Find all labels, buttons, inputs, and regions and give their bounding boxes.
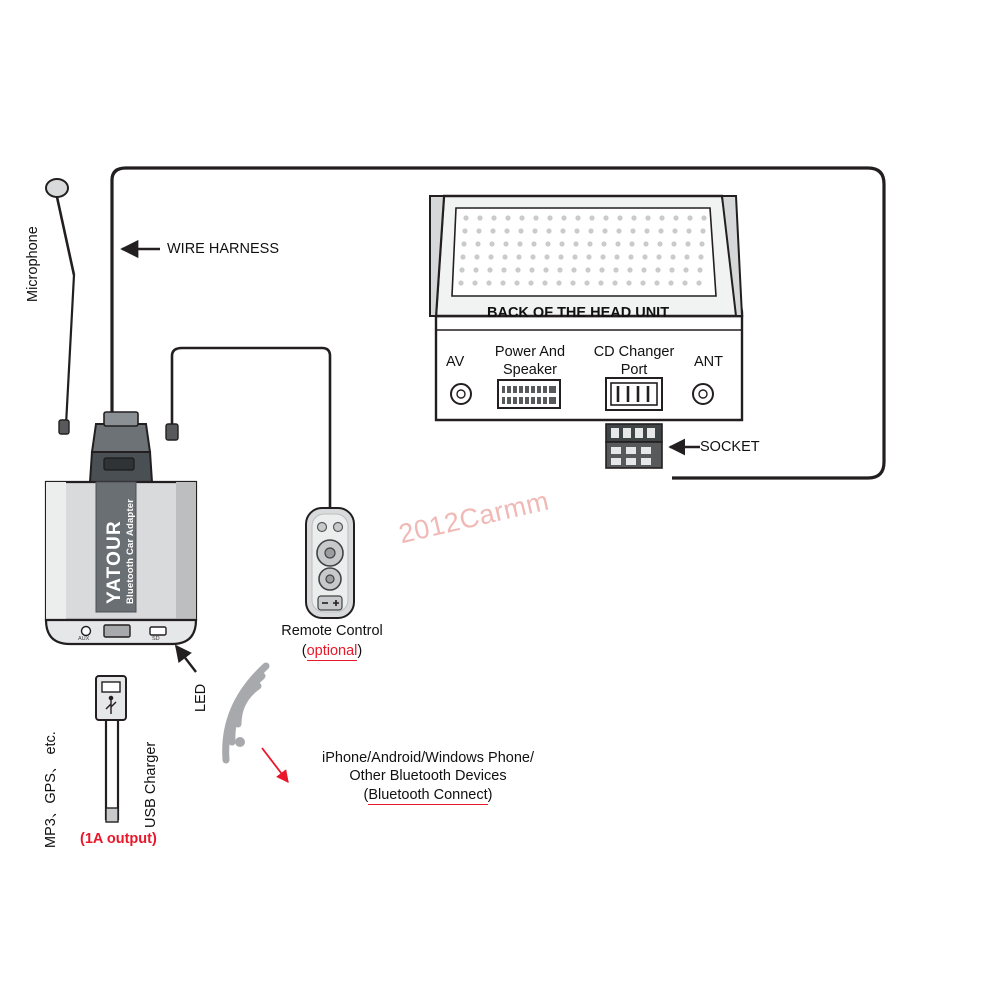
label-led: LED: [193, 683, 209, 712]
paren-close-remote: ): [357, 643, 363, 660]
device-subtitle-label: [125, 499, 136, 604]
port-label-av: AV: [446, 354, 465, 370]
label-audio-sources: MP3、GPS、 etc.: [43, 731, 59, 848]
microphone: [46, 179, 74, 434]
label-bluetooth-line1: iPhone/Android/Windows Phone/: [322, 750, 534, 766]
watermark-text: 2012Carmm: [396, 485, 552, 550]
usb-charger: [96, 676, 126, 822]
label-bluetooth-devices: [258, 749, 598, 804]
paren-open-remote: (: [301, 643, 307, 660]
label-wire-harness: WIRE HARNESS: [167, 241, 279, 257]
device-brand-text: YATOUR: [104, 520, 125, 604]
paren-open-bt: (: [363, 787, 369, 804]
label-optional: optional: [306, 643, 358, 660]
port-label-cd-changer-line2: Port: [620, 362, 648, 379]
device-jack-label-sd: SD: [152, 636, 160, 642]
port-label-power-and-speaker-line1: Power And: [494, 344, 566, 360]
label-remote-control: [258, 622, 406, 660]
label-remote-control-optional: [258, 642, 406, 660]
label-bluetooth-line3: [258, 786, 598, 804]
device-subtitle-text: Bluetooth Car Adapter: [125, 498, 136, 604]
remote-control: [306, 508, 354, 618]
bluetooth-signal-dot: [235, 737, 245, 747]
paren-close-bt: ): [487, 787, 493, 804]
label-remote-control-title: Remote Control: [281, 623, 383, 639]
port-label-cd-changer-port: [586, 343, 682, 379]
label-bluetooth-connect: Bluetooth Connect: [368, 787, 488, 804]
socket-connector: [606, 424, 700, 468]
device-brand-label: [104, 520, 126, 604]
port-label-power-and-speaker-line2: Speaker: [502, 362, 557, 379]
label-socket: SOCKET: [700, 439, 760, 455]
label-usb-output: (1A output): [80, 831, 157, 847]
port-label-power-and-speaker: [487, 343, 573, 379]
label-back-of-head-unit: BACK OF THE HEAD UNIT: [487, 305, 670, 321]
device-jack-label-aux: AUX: [78, 636, 90, 642]
bluetooth-signal-icon: [226, 666, 266, 760]
label-usb-charger: USB Charger: [143, 741, 159, 828]
port-label-cd-changer-line1: CD Changer: [593, 344, 675, 360]
label-bluetooth-line2: Other Bluetooth Devices: [349, 768, 507, 785]
port-label-ant: ANT: [694, 354, 723, 370]
adapter-cable-plug: [166, 424, 178, 440]
label-microphone: Microphone: [25, 226, 41, 302]
